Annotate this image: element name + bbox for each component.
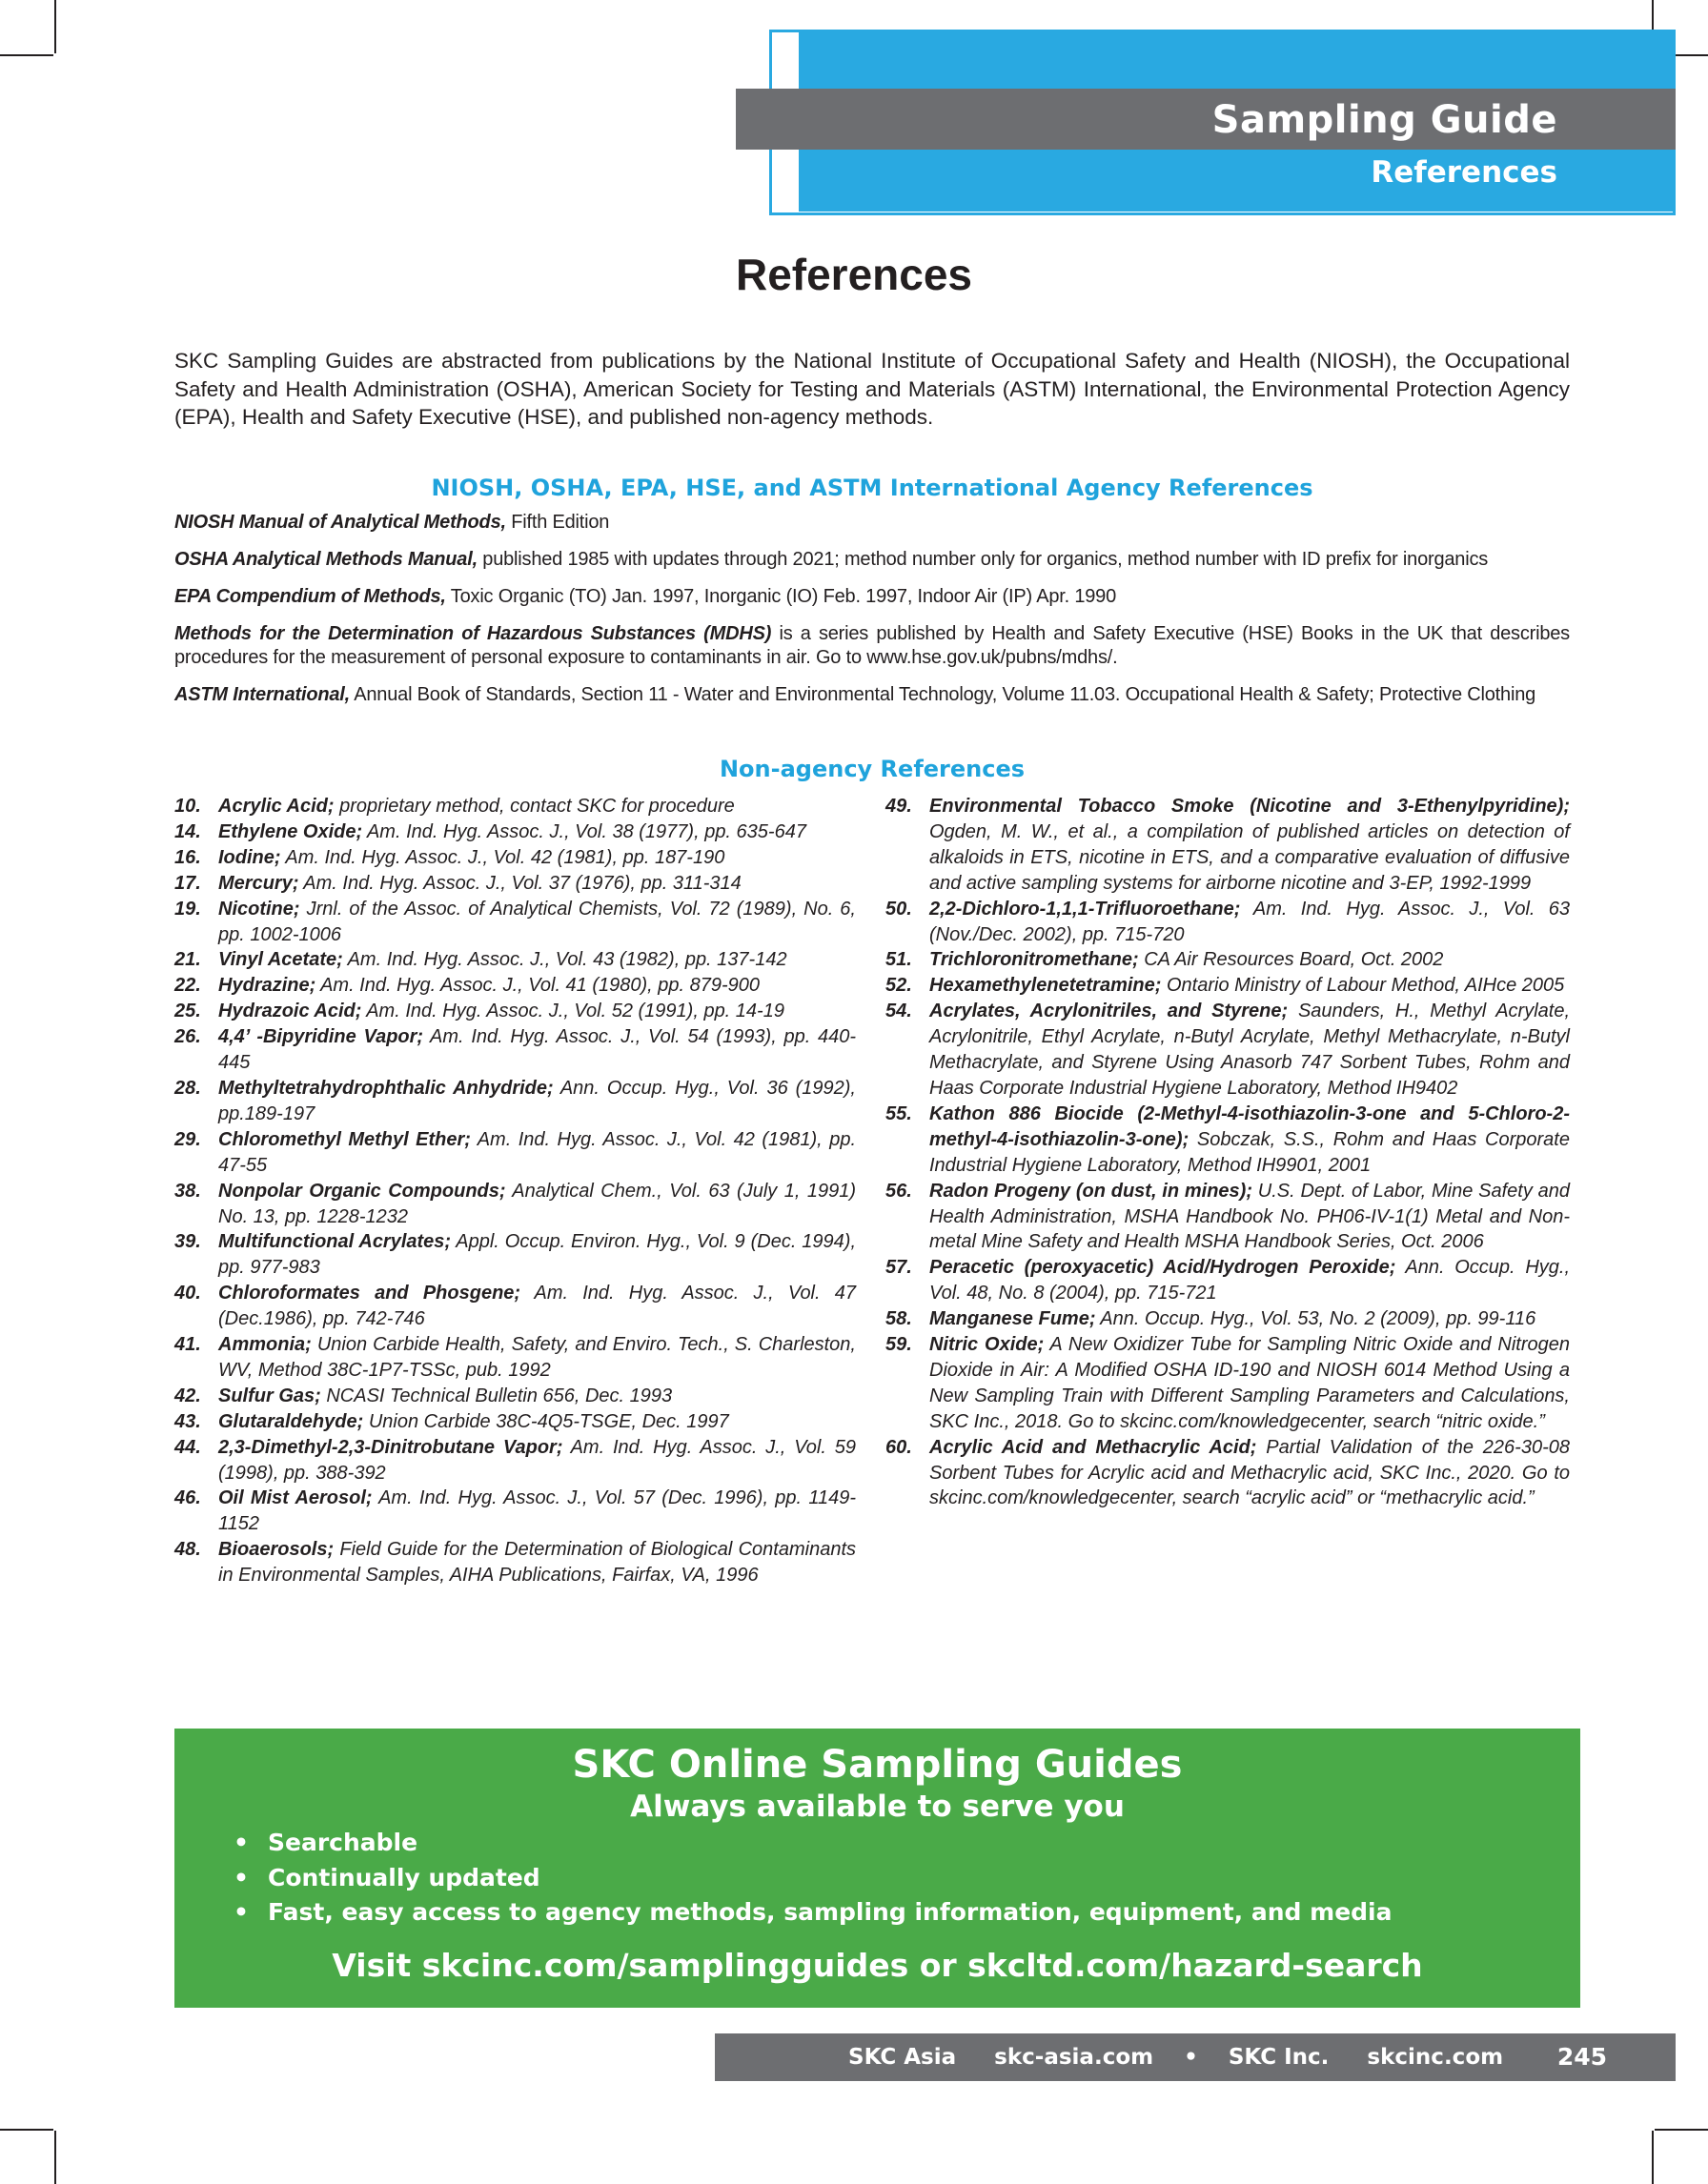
promo-subtitle: Always available to serve you — [630, 1790, 1125, 1824]
agency-reference-item — [174, 585, 1570, 609]
reference-item — [885, 973, 1570, 999]
header-title: Sampling Guide — [1211, 98, 1557, 142]
reference-item — [885, 947, 1570, 973]
reference-name: Acrylic Acid; — [218, 796, 335, 817]
agency-reference-item — [174, 511, 1570, 535]
reference-name: Bioaerosols; — [218, 1539, 335, 1561]
reference-item — [174, 1537, 856, 1588]
reference-name: Chloromethyl Methyl Ether; — [218, 1128, 471, 1150]
reference-name: Sulfur Gas; — [218, 1385, 321, 1406]
reference-item — [174, 973, 856, 999]
reference-item — [885, 1255, 1570, 1306]
reference-citation: Am. Ind. Hyg. Assoc. J., Vol. 42 (1981), pp. 187-190 — [280, 846, 725, 868]
reference-item — [174, 794, 856, 819]
reference-item — [885, 1102, 1570, 1179]
reference-item — [885, 794, 1570, 897]
reference-item — [174, 999, 856, 1024]
reference-citation: Am. Ind. Hyg. Assoc. J., Vol. 42 (1981), pp. 47-55 — [218, 1128, 856, 1176]
agency-reference-text: published 1985 with updates through 2021; method number only for organics, method number with ID prefix for inorganics — [477, 549, 1489, 570]
reference-citation: NCASI Technical Bulletin 656, Dec. 1993 — [320, 1385, 673, 1406]
reference-citation: Am. Ind. Hyg. Assoc. J., Vol. 57 (Dec. 1996), pp. 1149-1152 — [218, 1487, 856, 1535]
reference-item — [174, 1229, 856, 1281]
agency-reference-name: Methods for the Determination of Hazardous Substances (MDHS) — [174, 623, 772, 644]
reference-name: 2,2-Dichloro-1,1,1-Trifluoroethane; — [929, 898, 1241, 920]
reference-name: Acrylic Acid and Methacrylic Acid; — [929, 1436, 1257, 1458]
reference-item — [885, 1435, 1570, 1512]
reference-citation: Am. Ind. Hyg. Assoc. J., Vol. 52 (1991), pp. 14-19 — [361, 1001, 784, 1022]
reference-citation: Am. Ind. Hyg. Assoc. J., Vol. 59 (1998), pp. 388-392 — [218, 1436, 856, 1484]
promo-bullet-text: Continually updated — [268, 1863, 540, 1891]
reference-citation: Am. Ind. Hyg. Assoc. J., Vol. 38 (1977), pp. 635-647 — [362, 820, 806, 842]
reference-number: 14. — [174, 820, 201, 842]
reference-name: Hydrazoic Acid; — [218, 1001, 362, 1022]
reference-name: Acrylates, Acrylonitriles, and Styrene; — [929, 1001, 1289, 1022]
reference-item — [174, 1281, 856, 1332]
promo-title: SKC Online Sampling Guides — [572, 1743, 1183, 1787]
reference-name: Oil Mist Aerosol; — [218, 1487, 373, 1509]
reference-citation: Jrnl. of the Assoc. of Analytical Chemists, Vol. 72 (1989), No. 6, pp. 1002-1006 — [218, 898, 856, 945]
reference-column-right — [885, 794, 1570, 1511]
reference-name: Radon Progeny (on dust, in mines); — [929, 1180, 1252, 1202]
reference-item — [174, 1409, 856, 1435]
reference-citation: Field Guide for the Determination of Biological Contaminants in Environmental Samples, AIHA Publications, Fairfax, VA, 1996 — [218, 1539, 856, 1587]
reference-name: Ethylene Oxide; — [218, 820, 363, 842]
reference-number: 29. — [174, 1128, 201, 1150]
footer-bar — [715, 2033, 1676, 2081]
agency-reference-name: OSHA Analytical Methods Manual, — [174, 549, 478, 570]
reference-item — [174, 871, 856, 897]
reference-citation: Union Carbide Health, Safety, and Enviro. Tech., S. Charleston, WV, Method 38C-1P7-TSSc, pub. 1992 — [218, 1334, 856, 1381]
reference-item — [174, 1179, 856, 1230]
reference-name: Methyltetrahydrophthalic Anhydride; — [218, 1077, 554, 1099]
crop-mark — [1655, 2129, 1708, 2131]
reference-name: Ammonia; — [218, 1334, 312, 1356]
reference-citation: Union Carbide 38C-4Q5-TSGE, Dec. 1997 — [363, 1410, 729, 1432]
reference-number: 54. — [885, 1001, 912, 1022]
promo-bullet-item — [234, 1826, 1393, 1861]
reference-item — [174, 1076, 856, 1127]
intro-paragraph: SKC Sampling Guides are abstracted from publications by the National Institute of Occupational Safety and Health (NIOSH), the Occupational Safety and Health Administration (OSHA), American Society for Testing and Materials (ASTM) International, the Environmental Protection Agency (EPA), Health and Safety Executive (HSE), and published non-agency methods. — [174, 349, 1570, 429]
reference-item — [174, 1024, 856, 1076]
reference-number: 28. — [174, 1077, 201, 1099]
reference-item — [174, 947, 856, 973]
reference-number: 49. — [885, 796, 912, 817]
agency-reference-item — [174, 622, 1570, 670]
reference-name: Hexamethylenetetramine; — [929, 975, 1162, 997]
reference-citation: A New Oxidizer Tube for Sampling Nitric Oxide and Nitrogen Dioxide in Air: A Modified OSHA ID-190 and NIOSH 6014 Method Using a New Sampling Train with Different Sampling Parameters and Calculations, SKC Inc., 2018. Go to skcinc.com/knowledgecenter, search “nitric oxide.” — [929, 1334, 1571, 1432]
reference-number: 39. — [174, 1231, 201, 1253]
reference-citation: Am. Ind. Hyg. Assoc. J., Vol. 63 (Nov./Dec. 2002), pp. 715-720 — [929, 898, 1570, 945]
reference-number: 43. — [174, 1410, 201, 1432]
reference-item — [174, 1332, 856, 1384]
reference-number: 41. — [174, 1334, 201, 1356]
footer-contact-text: SKC Asia skc-asia.com • SKC Inc. skcinc.com — [848, 2045, 1504, 2070]
reference-item — [174, 819, 856, 845]
reference-number: 21. — [174, 949, 201, 971]
crop-mark — [54, 2131, 56, 2184]
reference-citation: U.S. Dept. of Labor, Mine Safety and Health Administration, MSHA Handbook No. PH06-IV-1(1) Metal and Non-metal Mine Safety and Health MSHA Handbook Series, Oct. 2006 — [929, 1180, 1570, 1253]
reference-citation: Ontario Ministry of Labour Method, AIHce 2005 — [1161, 975, 1565, 997]
reference-item — [174, 1435, 856, 1486]
reference-name: Hydrazine; — [218, 975, 316, 997]
reference-name: Multifunctional Acrylates; — [218, 1231, 452, 1253]
bullet-icon: • — [234, 1863, 249, 1891]
agency-reference-name: NIOSH Manual of Analytical Methods, — [174, 512, 506, 533]
reference-name: Glutaraldehyde; — [218, 1410, 364, 1432]
reference-number: 48. — [174, 1539, 201, 1561]
reference-name: Mercury; — [218, 872, 299, 894]
reference-citation: Ann. Occup. Hyg., Vol. 48, No. 8 (2004), pp. 715-721 — [929, 1257, 1571, 1304]
reference-number: 19. — [174, 898, 201, 920]
reference-item — [174, 897, 856, 948]
reference-number: 22. — [174, 975, 201, 997]
reference-citation: Am. Ind. Hyg. Assoc. J., Vol. 37 (1976), pp. 311-314 — [298, 872, 742, 894]
reference-number: 25. — [174, 1001, 201, 1022]
reference-citation: Ogden, M. W., et al., a compilation of published articles on detection of alkaloids in ETS, nicotine in ETS, and a comparative evaluation of diffusive and active sampling systems for airborne nicotine and 3-EP, 1992-1999 — [929, 820, 1570, 894]
agency-reference-list — [174, 511, 1570, 720]
reference-name: Trichloronitromethane; — [929, 949, 1139, 971]
reference-item — [174, 845, 856, 871]
reference-name: Iodine; — [218, 846, 281, 868]
reference-number: 50. — [885, 898, 912, 920]
reference-number: 26. — [174, 1026, 201, 1048]
agency-reference-name: ASTM International, — [174, 684, 350, 705]
reference-number: 60. — [885, 1436, 912, 1458]
reference-name: 4,4’ -Bipyridine Vapor; — [218, 1026, 424, 1048]
reference-name: Manganese Fume; — [929, 1308, 1096, 1330]
reference-item — [885, 897, 1570, 948]
reference-number: 16. — [174, 846, 201, 868]
reference-name: Kathon 886 Biocide (2-Methyl-4-isothiazolin-3-one and 5-Chloro-2-methyl-4-isothiazolin-3-one); — [929, 1102, 1570, 1150]
promo-bullet-list — [234, 1826, 1393, 1931]
reference-citation: Saunders, H., Methyl Acrylate, Acrylonitrile, Ethyl Acrylate, n-Butyl Acrylate, Methyl Methacrylate, n-Butyl Methacrylate, and Styrene Using Anasorb 747 Sorbent Tubes, Rohm and Haas Corporate Industrial Hygiene Laboratory, Method IH9402 — [929, 1001, 1571, 1099]
promo-bullet-text: Searchable — [268, 1829, 418, 1856]
agency-reference-text: is a series published by Health and Safety Executive (HSE) Books in the UK that describes procedures for the measurement of personal exposure to contaminants in air. Go to www.hse.gov.uk/pubns/mdhs/. — [174, 623, 1570, 668]
reference-item — [174, 1486, 856, 1537]
reference-citation: proprietary method, contact SKC for procedure — [334, 796, 735, 817]
reference-name: 2,3-Dimethyl-2,3-Dinitrobutane Vapor; — [218, 1436, 563, 1458]
reference-citation: Partial Validation of the 226-30-08 Sorbent Tubes for Acrylic acid and Methacrylic acid, SKC Inc., 2020. Go to skcinc.com/knowledgecenter, search “acrylic acid” or “methacrylic acid.” — [929, 1436, 1570, 1509]
reference-number: 38. — [174, 1180, 201, 1202]
reference-citation: Am. Ind. Hyg. Assoc. J., Vol. 47 (Dec.1986), pp. 742-746 — [218, 1283, 856, 1330]
reference-citation: Am. Ind. Hyg. Assoc. J., Vol. 43 (1982), pp. 137-142 — [342, 949, 787, 971]
reference-citation: CA Air Resources Board, Oct. 2002 — [1138, 949, 1444, 971]
reference-citation: Ann. Occup. Hyg., Vol. 36 (1992), pp.189-197 — [218, 1077, 856, 1124]
reference-number: 51. — [885, 949, 912, 971]
promo-bullet-text: Fast, easy access to agency methods, sampling information, equipment, and media — [268, 1898, 1393, 1926]
crop-mark — [0, 2129, 53, 2131]
reference-number: 56. — [885, 1180, 912, 1202]
reference-item — [174, 1384, 856, 1409]
reference-item — [885, 1306, 1570, 1332]
reference-item — [885, 999, 1570, 1102]
reference-citation: Am. Ind. Hyg. Assoc. J., Vol. 41 (1980), pp. 879-900 — [315, 975, 761, 997]
reference-number: 44. — [174, 1436, 201, 1458]
reference-number: 59. — [885, 1334, 912, 1356]
promo-visit-link[interactable]: Visit skcinc.com/samplingguides or skcltd.com/hazard-search — [332, 1947, 1423, 1984]
reference-citation: Analytical Chem., Vol. 63 (July 1, 1991) No. 13, pp. 1228-1232 — [218, 1180, 856, 1227]
reference-number: 10. — [174, 796, 201, 817]
reference-number: 17. — [174, 872, 201, 894]
crop-mark — [1652, 2131, 1654, 2184]
agency-reference-item — [174, 548, 1570, 572]
reference-name: Nicotine; — [218, 898, 300, 920]
reference-name: Vinyl Acetate; — [218, 949, 343, 971]
reference-name: Nitric Oxide; — [929, 1334, 1045, 1356]
reference-name: Peracetic (peroxyacetic) Acid/Hydrogen Peroxide; — [929, 1257, 1396, 1279]
reference-citation: Sobczak, S.S., Rohm and Haas Corporate Industrial Hygiene Laboratory, Method IH9901, 2001 — [929, 1128, 1570, 1176]
promo-bullet-item — [234, 1861, 1393, 1896]
page-number: 245 — [1556, 2043, 1607, 2071]
reference-item — [885, 1332, 1570, 1435]
bullet-icon: • — [234, 1829, 249, 1856]
page-title: References — [735, 250, 973, 299]
bullet-icon: • — [234, 1898, 249, 1926]
reference-name: Nonpolar Organic Compounds; — [218, 1180, 506, 1202]
reference-citation: Am. Ind. Hyg. Assoc. J., Vol. 54 (1993), pp. 440-445 — [218, 1026, 857, 1074]
agency-section-heading: NIOSH, OSHA, EPA, HSE, and ASTM International Agency References — [431, 475, 1313, 501]
reference-number: 52. — [885, 975, 912, 997]
reference-number: 57. — [885, 1257, 912, 1279]
agency-reference-text: Toxic Organic (TO) Jan. 1997, Inorganic (IO) Feb. 1997, Indoor Air (IP) Apr. 1990 — [445, 586, 1117, 607]
agency-reference-text: Fifth Edition — [505, 512, 610, 533]
reference-item — [885, 1179, 1570, 1256]
nonagency-section-heading: Non-agency References — [719, 756, 1026, 782]
reference-column-left — [174, 794, 856, 1588]
agency-reference-name: EPA Compendium of Methods, — [174, 586, 446, 607]
reference-item — [174, 1127, 856, 1179]
reference-number: 55. — [885, 1102, 912, 1124]
reference-number: 58. — [885, 1308, 912, 1330]
reference-citation: Ann. Occup. Hyg., Vol. 53, No. 2 (2009), pp. 99-116 — [1095, 1308, 1536, 1330]
crop-mark — [54, 0, 56, 53]
crop-mark — [0, 54, 53, 56]
reference-name: Environmental Tobacco Smoke (Nicotine and 3-Ethenylpyridine); — [929, 796, 1570, 817]
reference-number: 46. — [174, 1487, 201, 1509]
header-subtitle: References — [1371, 155, 1557, 190]
agency-reference-item — [174, 683, 1570, 707]
online-guides-promo — [174, 1729, 1580, 2008]
promo-bullet-item — [234, 1895, 1393, 1931]
reference-number: 40. — [174, 1283, 201, 1304]
reference-citation: Appl. Occup. Environ. Hyg., Vol. 9 (Dec. 1994), pp. 977-983 — [218, 1231, 856, 1279]
agency-reference-text: Annual Book of Standards, Section 11 - Water and Environmental Technology, Volume 11.03. Occupational Health & Safety; Protective Clothing — [349, 684, 1536, 705]
reference-name: Chloroformates and Phosgene; — [218, 1283, 521, 1304]
reference-number: 42. — [174, 1385, 201, 1406]
